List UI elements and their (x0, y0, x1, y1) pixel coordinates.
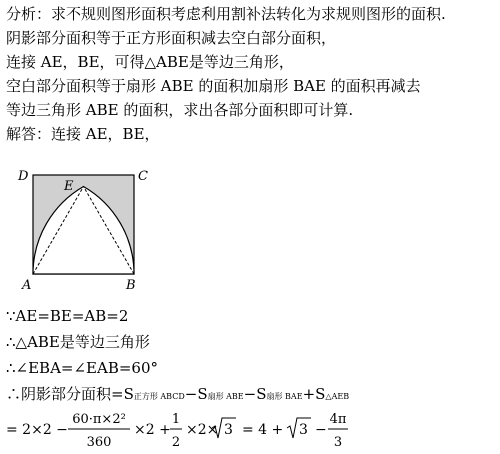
sub-sector-abe: 扇形 ABE (207, 392, 244, 401)
analysis-line-1: 分析：求不规则图形面积考虑利用割补法转化为求规则图形的面积. (6, 5, 446, 23)
sub-sector-bae: 扇形 BAE (266, 392, 303, 401)
label-a: A (22, 278, 32, 293)
plus: +S (302, 385, 326, 403)
label-c: C (138, 169, 148, 184)
frac1-den: 360 (86, 435, 112, 450)
analysis-line-5: 等边三角形 ABE 的面积，求出各部分面积即可计算. (6, 101, 354, 119)
frac3-num: 4π (329, 412, 347, 427)
step-2: ∴△ABE是等边三角形 (6, 333, 150, 351)
minus-2: −S (243, 385, 267, 403)
solution-intro: 解答：连接 AE，BE， (6, 125, 160, 143)
frac3-den: 3 (333, 435, 343, 450)
formula-term-4: = 4 + (242, 422, 284, 438)
frac2-num: 1 (171, 412, 181, 427)
step-1: ∵AE=BE=AB=2 (6, 307, 129, 325)
step-4-prefix: ∴阴影部分面积=S (6, 385, 134, 403)
sub-triangle: △AEB (325, 392, 350, 401)
sqrt-arg-2: 3 (299, 422, 308, 438)
formula-minus: − (315, 422, 327, 438)
analysis-line-3: 连接 AE，BE，可得△ABE是等边三角形， (6, 53, 294, 71)
label-e: E (64, 179, 74, 194)
analysis-line-2: 阴影部分面积等于正方形面积减去空白部分面积， (6, 29, 337, 47)
minus-1: −S (184, 385, 208, 403)
label-d: D (18, 169, 29, 184)
frac2-den: 2 (171, 435, 181, 450)
geometry-figure (0, 158, 180, 298)
label-b: B (126, 278, 136, 293)
step-4 (6, 384, 349, 407)
formula-term-1: = 2×2 − (6, 422, 68, 438)
sub-square: 正方形 ABCD (133, 392, 185, 401)
formula-term-2: ×2 + (134, 422, 171, 438)
formula-term-3: ×2× (186, 422, 219, 438)
final-formula (4, 406, 484, 452)
analysis-line-4: 空白部分面积等于扇形 ABE 的面积加扇形 BAE 的面积再减去 (6, 77, 421, 95)
step-3: ∴∠EBA=∠EAB=60° (6, 359, 159, 377)
sqrt-arg-1: 3 (224, 422, 233, 438)
frac1-num: 60·π×2² (72, 412, 126, 427)
